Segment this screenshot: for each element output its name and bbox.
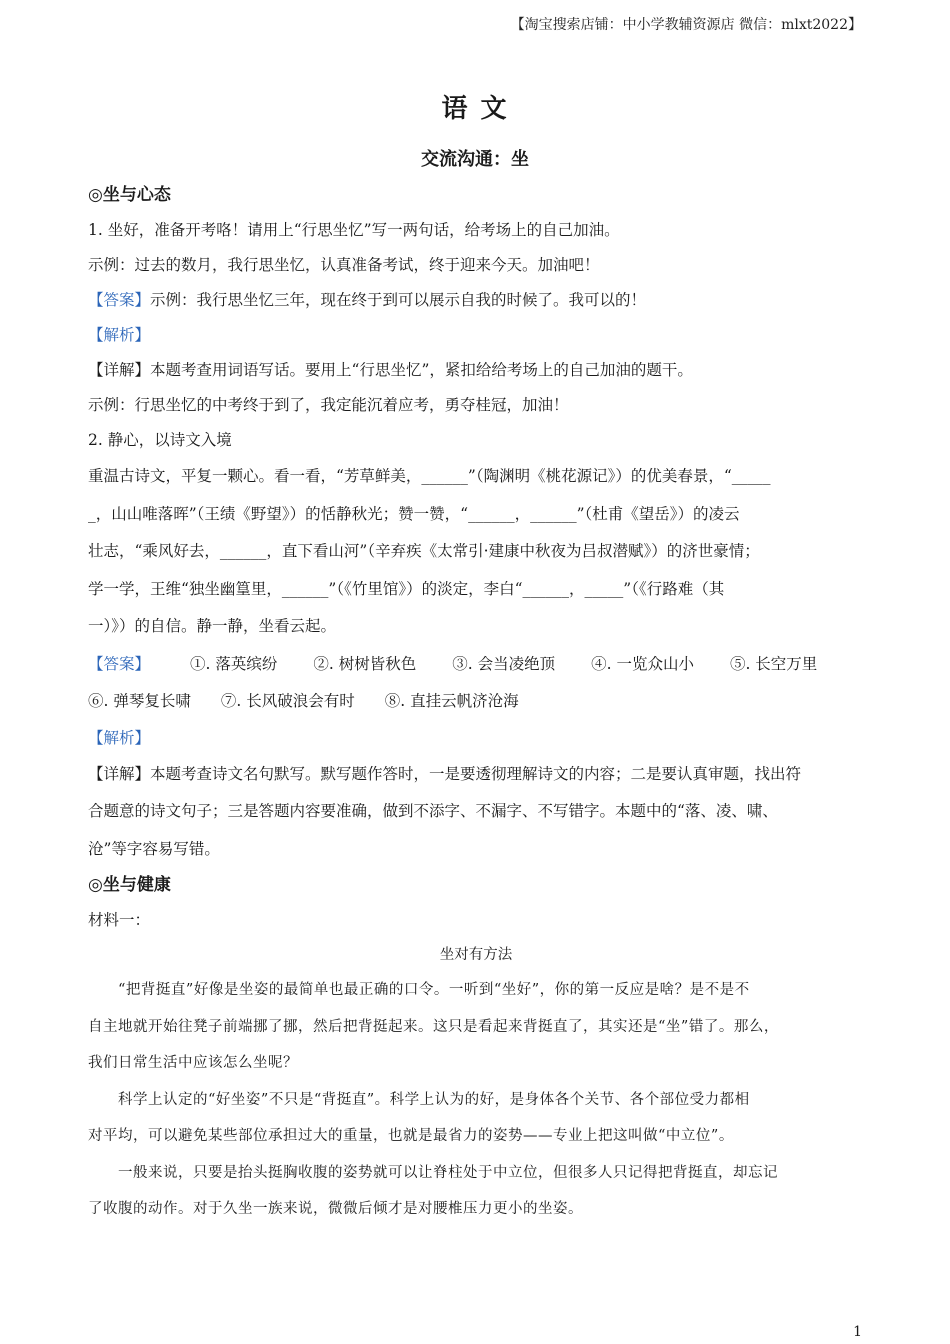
section-heading-health: ◎坐与健康 xyxy=(88,875,171,895)
question-2-line: 壮志，“乘风好去，______，直下看山河”（辛弃疾《太常引·建康中秋夜为吕叔潜赋》）的济世豪情； xyxy=(88,542,760,560)
answer-item: ⑧. 直挂云帆济沧海 xyxy=(384,692,519,710)
answer-item: ⑥. 弹琴复长啸 xyxy=(88,692,191,710)
detail-text: 本题考查用词语写话。要用上“行思坐忆”，紧扣给给考场上的自己加油的题干。 xyxy=(150,361,693,379)
page-title: 语 文 xyxy=(441,94,509,124)
question-1-detail-example: 示例：行思坐忆的中考终于到了，我定能沉着应考，勇夺桂冠，加油！ xyxy=(88,396,569,414)
answer-item: ③. 会当凌绝顶 xyxy=(452,654,556,673)
answer-tag: 【答案】 xyxy=(88,291,151,309)
essay-line: 科学上认定的“好坐姿”不只是“背挺直”。科学上认为的好，是身体各个关节、各个部位受力都相 xyxy=(118,1091,750,1108)
answer-tag: 【答案】 xyxy=(88,654,151,673)
answer-text: 示例：我行思坐忆三年，现在终于到可以展示自我的时候了。我可以的！ xyxy=(150,291,647,309)
question-2-detail xyxy=(88,756,864,794)
analysis-tag: 【解析】 xyxy=(88,326,151,344)
detail-tag: 【详解】 xyxy=(88,764,151,783)
question-2-answers-row xyxy=(88,646,864,684)
material-label: 材料一： xyxy=(88,911,151,929)
page-number: 1 xyxy=(853,1324,862,1340)
answer-item: ①. 落英缤纷 xyxy=(190,654,278,673)
header-note: 【淘宝搜索店铺：中小学教辅资源店 微信：mlxt2022】 xyxy=(510,17,862,33)
question-2-line: 学一学，王维“独坐幽篁里，______”（《竹里馆》）的淡定，李白“______，_____”（《行路难（其 xyxy=(88,579,725,598)
question-1-detail xyxy=(88,353,864,388)
essay-line: 自主地就开始往凳子前端挪了挪，然后把背挺起来。这只是看起来背挺直了，其实还是“坐”错了。那么， xyxy=(88,1018,779,1035)
detail-text: 本题考查诗文名句默写。默写题作答时，一是要透彻理解诗文的内容；二是要认真审题，找出符 xyxy=(150,764,802,783)
question-2: 2. 静心，以诗文入境 xyxy=(88,431,232,449)
question-2-line: 一）》）的自信。静一静，坐看云起。 xyxy=(88,617,337,635)
essay-line: 一般来说，只要是抬头挺胸收腹的姿势就可以让脊柱处于中立位，但很多人只记得把背挺直，却忘记 xyxy=(118,1164,778,1181)
answer-item: ④. 一览众山小 xyxy=(591,654,694,673)
question-2-answers-row xyxy=(88,683,864,721)
question-2-line: _，山山唯落晖”（王绩《野望》）的恬静秋光；赞一赞，“______，______”（杜甫《望岳》）的凌云 xyxy=(88,504,740,523)
question-1-example: 示例：过去的数月，我行思坐忆，认真准备考试，终于迎来今天。加油吧！ xyxy=(88,256,600,274)
answer-item: ⑦. 长风破浪会有时 xyxy=(220,692,355,710)
essay-line: “把背挺直”好像是坐姿的最简单也最正确的口令。一听到“坐好”，你的第一反应是啥？是不是不 xyxy=(118,982,750,998)
page-subtitle: 交流沟通：坐 xyxy=(421,149,529,170)
question-1: 1. 坐好，准备开考咯！请用上“行思坐忆”写一两句话，给考场上的自己加油。 xyxy=(88,221,620,239)
question-1-answer xyxy=(88,283,864,318)
essay-line: 我们日常生活中应该怎么坐呢？ xyxy=(88,1055,298,1071)
section-heading-mindset: ◎坐与心态 xyxy=(88,185,171,205)
analysis-tag: 【解析】 xyxy=(88,728,151,747)
question-2-detail-line: 沧”等字容易写错。 xyxy=(88,839,220,858)
essay-line: 了收腹的动作。对于久坐一族来说，微微后倾才是对腰椎压力更小的坐姿。 xyxy=(88,1201,583,1217)
question-2-detail-line: 合题意的诗文句子；三是答题内容要准确，做到不添字、不漏字、不写错字。本题中的“落、凌、啸、 xyxy=(88,802,778,820)
answer-item: ②. 树树皆秋色 xyxy=(313,654,417,673)
document-body xyxy=(88,178,864,1228)
essay-title: 坐对有方法 xyxy=(439,947,513,963)
essay-line: 对平均，可以避免某些部位承担过大的重量，也就是最省力的姿势——专业上把这叫做“中立位”。 xyxy=(88,1128,734,1144)
detail-tag: 【详解】 xyxy=(88,361,151,379)
answer-item: ⑤. 长空万里 xyxy=(729,654,818,673)
question-2-line: 重温古诗文，平复一颗心。看一看，“芳草鲜美，______”（陶渊明《桃花源记》）的优美春景，“_____ xyxy=(88,467,771,485)
